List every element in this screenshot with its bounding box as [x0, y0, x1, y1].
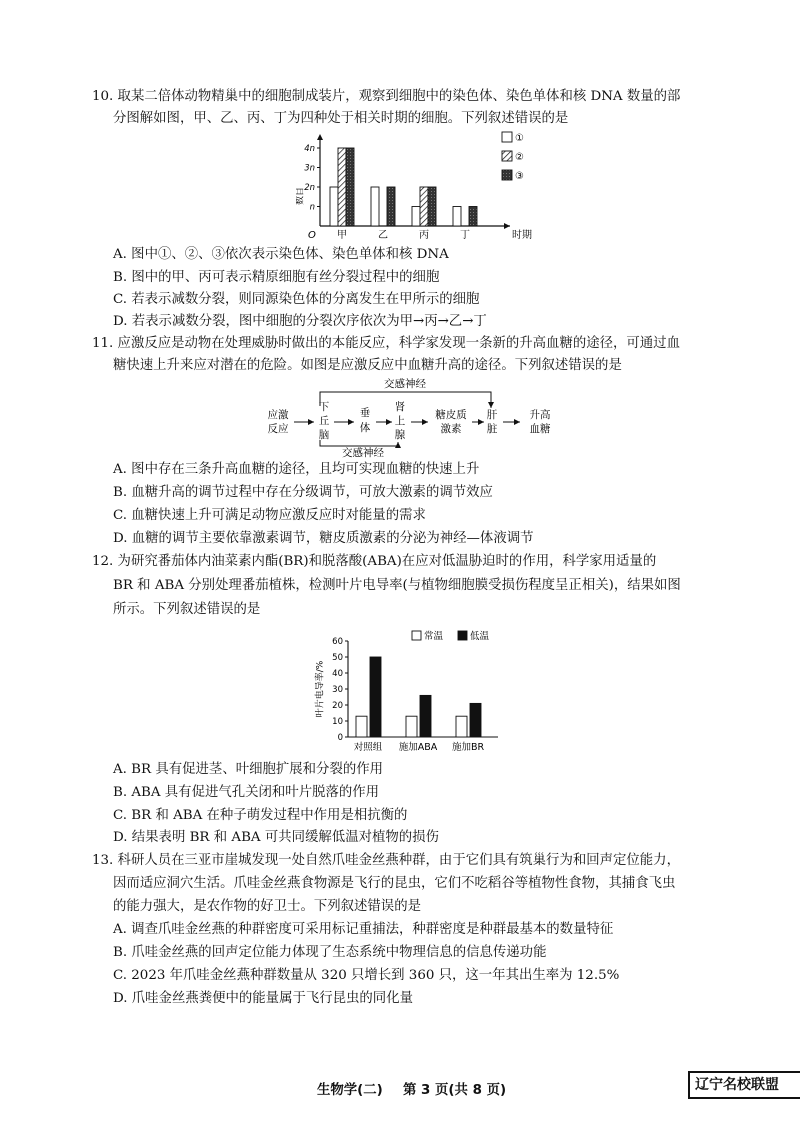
legend-label: ②: [515, 152, 524, 163]
q11-stem-line-1: 11. 应激反应是动物在处理威胁时做出的本能反应，科学家发现一条新的升高血糖的途径，可通过血: [92, 336, 680, 351]
category-label: 施加BR: [451, 742, 485, 753]
legend-swatch: [502, 170, 512, 180]
hormone-1: 糖皮质: [435, 409, 467, 421]
hypothalamus-3: 脑: [318, 429, 330, 441]
bar-③: [469, 207, 477, 227]
y-tick-label: 50: [332, 653, 343, 663]
y-tick-label: 2n: [304, 183, 315, 193]
x-axis-label: 时期: [512, 230, 532, 241]
category-label: 对照组: [353, 742, 383, 753]
bar-低温: [470, 703, 481, 737]
q11-pathway-diagram: [258, 376, 563, 458]
bar-低温: [420, 695, 431, 737]
legend-swatch: [502, 151, 512, 161]
liver-2: 脏: [486, 423, 498, 435]
bar-③: [387, 187, 395, 226]
q11-option-b: B. 血糖升高的调节过程中存在分级调节，可放大激素的调节效应: [113, 485, 493, 500]
adrenal-3: 腺: [394, 429, 406, 441]
q12-stem-line-2: BR 和 ABA 分别处理番茄植株，检测叶片电导率(与植物细胞膜受损伤程度呈正相关)，结果如图: [113, 578, 681, 593]
legend-label: 常温: [424, 631, 444, 642]
category-label: 丙: [419, 230, 429, 241]
bar-常温: [406, 716, 417, 737]
q10-option-c: C. 若表示减数分裂，则同源染色体的分离发生在甲所示的细胞: [113, 292, 480, 307]
result-2: 血糖: [529, 423, 551, 435]
adrenal-2: 上: [394, 415, 406, 427]
q10-option-d: D. 若表示减数分裂，图中细胞的分裂次序依次为甲→丙→乙→丁: [113, 314, 487, 329]
bar-常温: [456, 716, 467, 737]
q13-option-a: A. 调查爪哇金丝燕的种群密度可采用标记重捕法，种群密度是种群最基本的数量特征: [113, 922, 614, 937]
q13-option-b: B. 爪哇金丝燕的回声定位能力体现了生态系统中物理信息的信息传递功能: [113, 945, 547, 960]
q11-option-d: D. 血糖的调节主要依靠激素调节，糖皮质激素的分泌为神经—体液调节: [113, 531, 534, 546]
bar-②: [420, 187, 428, 226]
bottom-nerve-arrow: [320, 440, 398, 446]
top-nerve-label: 交感神经: [384, 378, 426, 390]
q11-option-c: C. 血糖快速上升可满足动物应激反应时对能量的需求: [113, 508, 426, 523]
top-nerve-arrow: [320, 392, 491, 408]
y-tick-label: 40: [332, 669, 343, 679]
q13-stem-line-3: 的能力强大，是农作物的好卫士。下列叙述错误的是: [113, 899, 421, 914]
q12-stem-line-1: 12. 为研究番茄体内油菜素内酯(BR)和脱落酸(ABA)在应对低温胁迫时的作用，科学家用适量的: [92, 554, 657, 569]
q13-option-c: C. 2023 年爪哇金丝燕种群数量从 320 只增长到 360 只，这一年其出生率为 12.5%: [113, 968, 620, 983]
footer-page-number: 第 3 页(共 8 页): [403, 1083, 507, 1098]
q11-stem-line-2: 糖快速上升来应对潜在的危险。如图是应激反应中血糖升高的途径。下列叙述错误的是: [113, 358, 622, 373]
category-label: 丁: [460, 230, 470, 241]
category-label: 乙: [378, 230, 388, 241]
origin-label: O: [308, 230, 316, 241]
q13-stem-line-2: 因而适应洞穴生活。爪哇金丝燕食物源是飞行的昆虫，它们不吃稻谷等植物性食物，其捕食飞虫: [113, 876, 676, 891]
q11-option-a: A. 图中存在三条升高血糖的途径，且均可实现血糖的快速上升: [113, 462, 480, 477]
q12-option-d: D. 结果表明 BR 和 ABA 可共同缓解低温对植物的损伤: [113, 830, 439, 845]
y-axis-arrow: [317, 134, 323, 140]
legend-label: ③: [515, 171, 524, 182]
category-label: 甲: [337, 230, 347, 241]
footer-stamp: 辽宁名校联盟: [688, 1071, 800, 1099]
q12-option-a: A. BR 具有促进茎、叶细胞扩展和分裂的作用: [113, 762, 384, 777]
legend-swatch: [412, 631, 421, 640]
y-tick-label: 4n: [304, 144, 315, 154]
y-tick-label: 30: [332, 685, 343, 695]
q10-option-a: A. 图中①、②、③依次表示染色体、染色单体和核 DNA: [113, 247, 449, 262]
y-tick-label: 3n: [304, 163, 315, 174]
y-tick-label: 10: [332, 717, 343, 727]
bar-②: [338, 148, 346, 226]
legend-swatch: [502, 132, 512, 142]
bar-①: [330, 187, 338, 226]
hormone-2: 激素: [440, 423, 462, 435]
y-tick-label: 60: [332, 637, 343, 647]
x-axis-arrow: [504, 223, 510, 229]
q12-option-c: C. BR 和 ABA 在种子萌发过程中作用是相抗衡的: [113, 808, 408, 823]
category-label: 施加ABA: [398, 742, 438, 753]
y-axis-label: 数目: [296, 186, 306, 206]
bar-①: [412, 207, 420, 227]
q12-stem-line-3: 所示。下列叙述错误的是: [113, 602, 261, 617]
bar-常温: [356, 716, 367, 737]
legend-swatch: [458, 631, 467, 640]
q12-option-b: B. ABA 具有促进气孔关闭和叶片脱落的作用: [113, 785, 380, 800]
liver-1: 肝: [486, 409, 498, 421]
pituitary-2: 体: [359, 422, 371, 434]
hypothalamus-1: 下: [318, 401, 330, 413]
q13-option-d: D. 爪哇金丝燕粪便中的能量属于飞行昆虫的同化量: [113, 991, 413, 1006]
hypothalamus-2: 丘: [318, 415, 330, 427]
bottom-nerve-label: 交感神经: [342, 447, 384, 458]
legend-label: 低温: [470, 631, 490, 642]
result-1: 升高: [529, 409, 551, 421]
bar-③: [346, 148, 354, 226]
bar-①: [453, 207, 461, 227]
y-tick-label: 0: [337, 733, 343, 743]
adrenal-1: 肾: [394, 401, 406, 413]
footer-subject: 生物学(二): [317, 1083, 383, 1098]
y-tick-label: 20: [332, 701, 343, 711]
bar-③: [428, 187, 436, 226]
stimulus-label-1: 应激: [267, 409, 289, 421]
bar-低温: [370, 657, 381, 737]
pituitary-1: 垂: [359, 407, 371, 419]
y-axis-label: 叶片电导率/%: [315, 660, 326, 718]
q10-stem-line-1: 10. 取某二倍体动物精巢中的细胞制成装片，观察到细胞中的染色体、染色单体和核 DNA 数量的部: [92, 89, 681, 104]
q10-option-b: B. 图中的甲、丙可表示精原细胞有丝分裂过程中的细胞: [113, 270, 440, 285]
q13-stem-line-1: 13. 科研人员在三亚市崖城发现一处自然爪哇金丝燕种群，由于它们具有筑巢行为和回声定位能力，: [92, 853, 680, 868]
legend-label: ①: [515, 133, 524, 144]
stimulus-label-2: 反应: [267, 423, 289, 435]
bar-①: [371, 187, 379, 226]
q10-bar-chart: [296, 128, 546, 245]
y-tick-label: n: [309, 202, 315, 213]
q12-bar-chart: [312, 622, 512, 756]
q10-stem-line-2: 分图解如图，甲、乙、丙、丁为四种处于相关时期的细胞。下列叙述错误的是: [113, 111, 569, 126]
